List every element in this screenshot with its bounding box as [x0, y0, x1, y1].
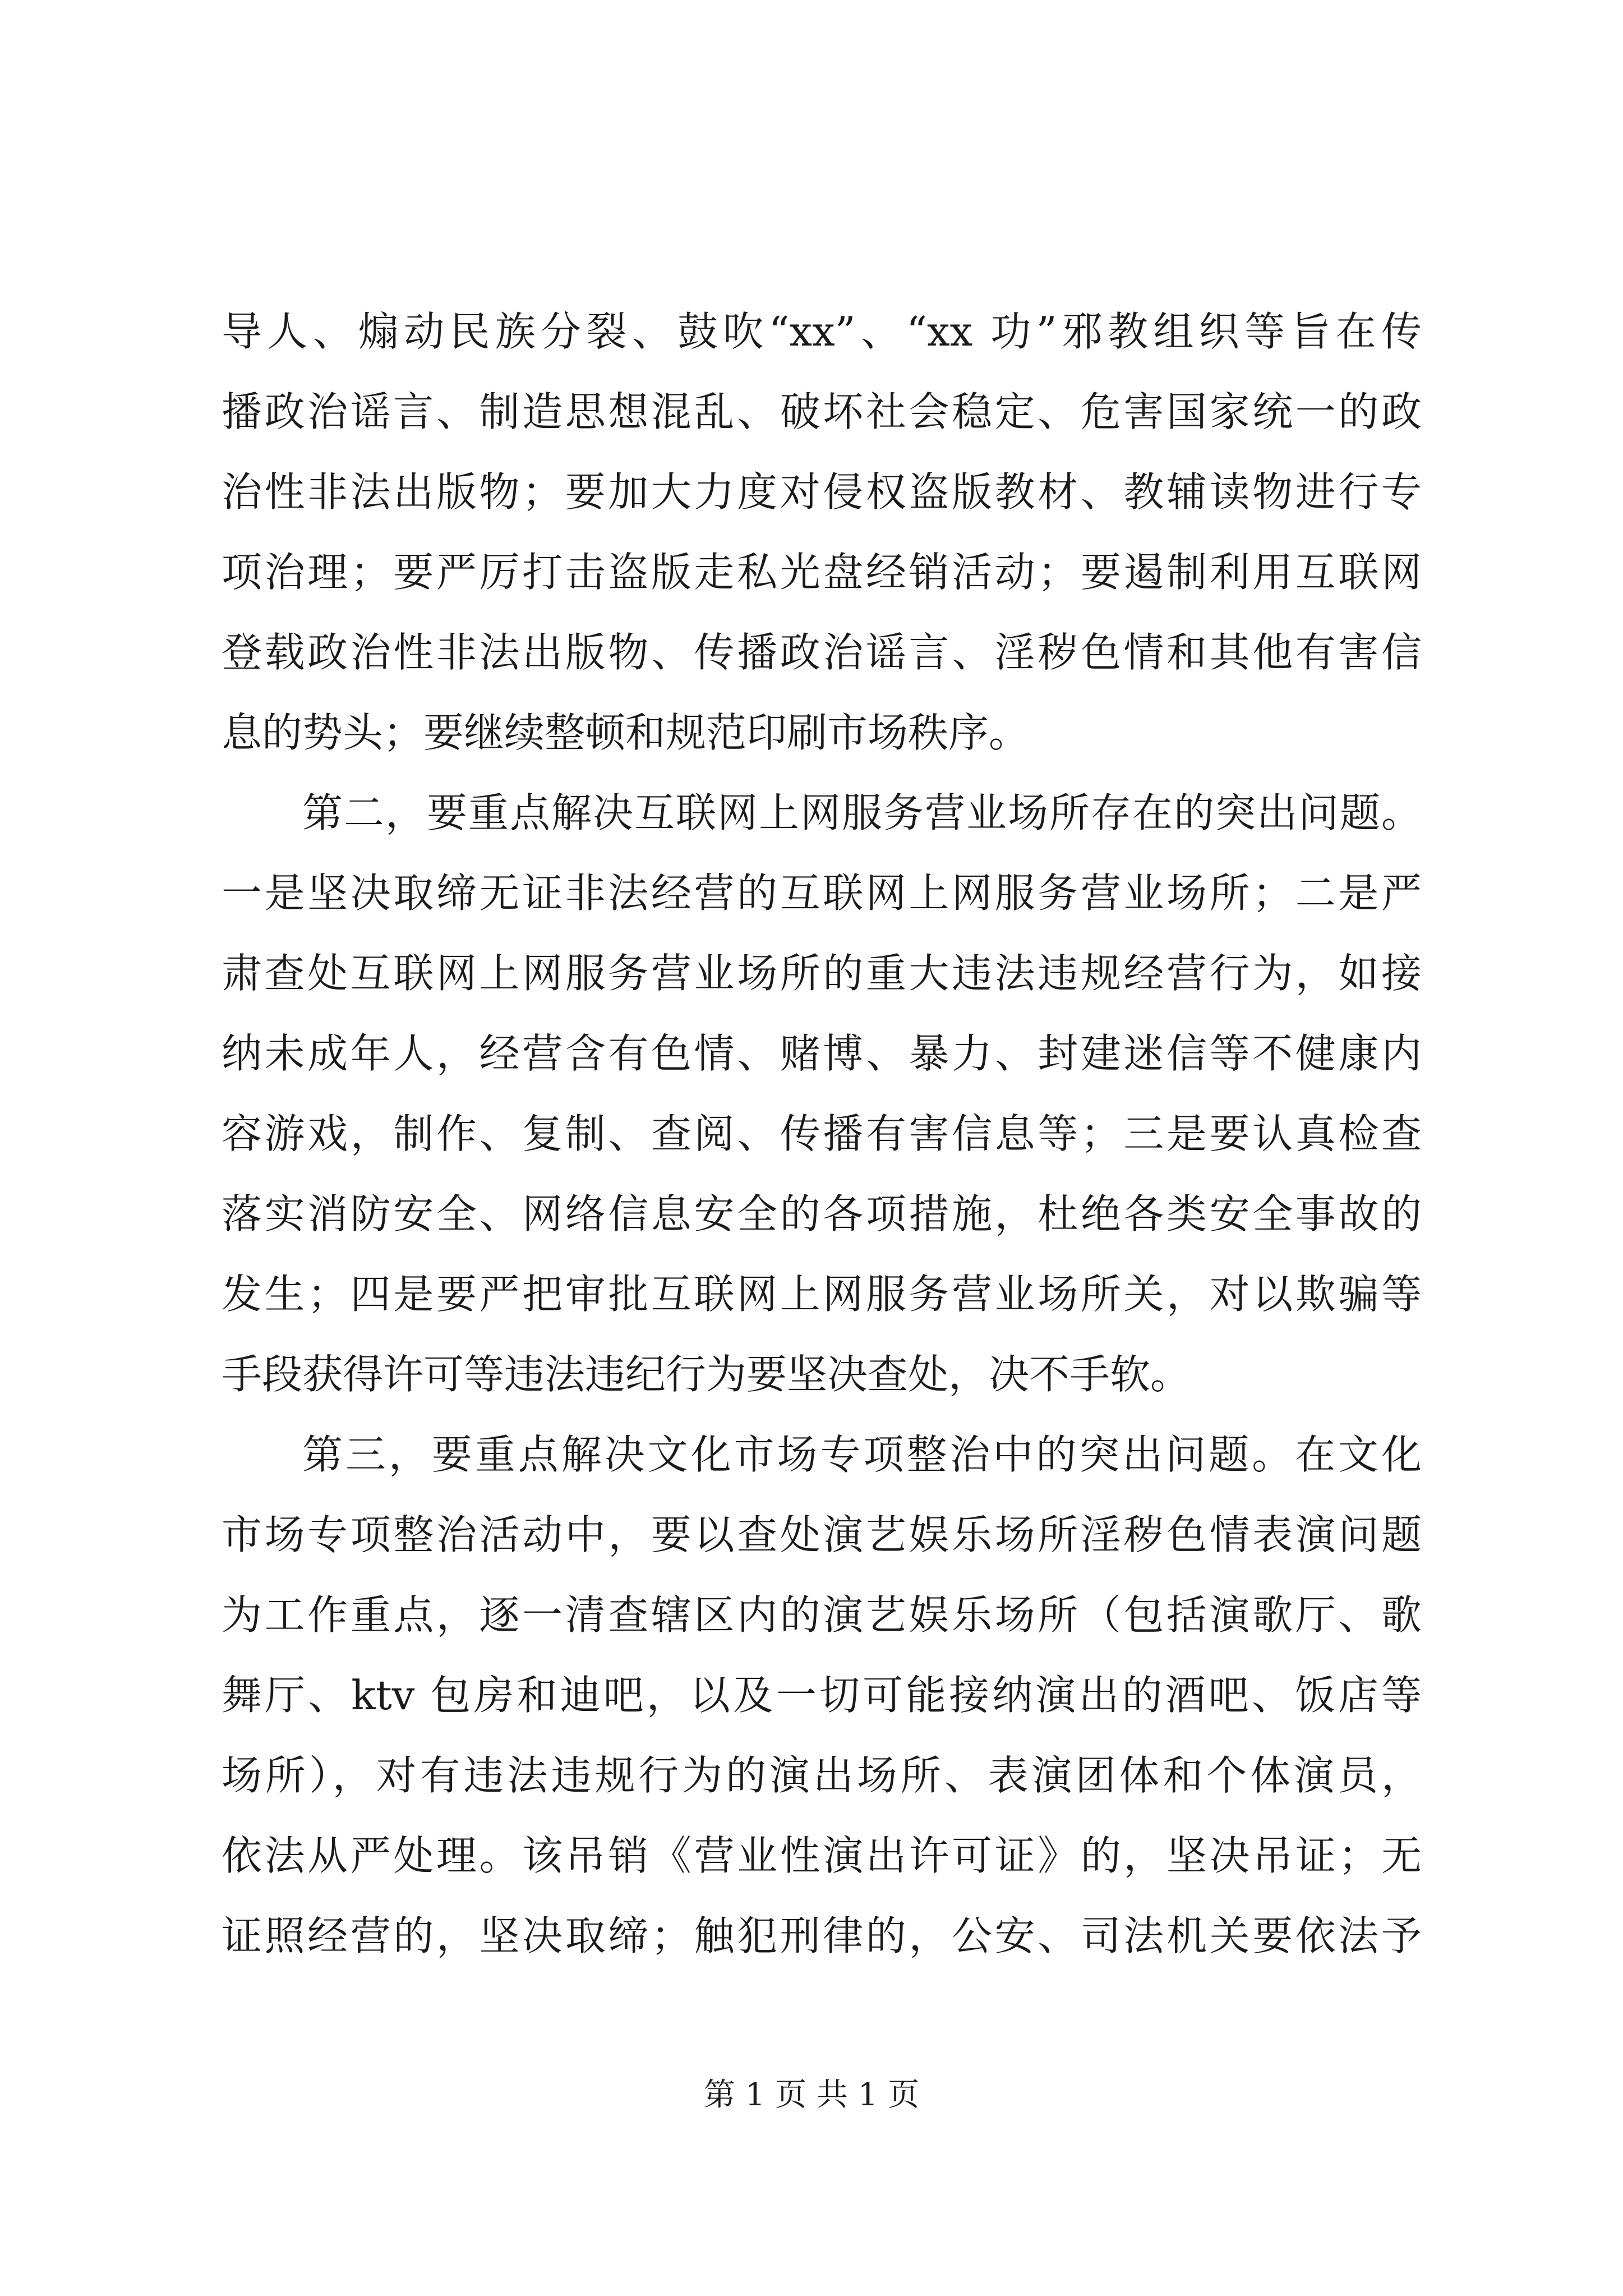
- text-line: 登载政治性非法出版物、传播政治谣言、淫秽色情和其他有害信: [222, 629, 1422, 676]
- text-line: 播政治谣言、制造思想混乱、破坏社会稳定、危害国家统一的政: [222, 388, 1422, 435]
- page-number-footer: 第 1 页 共 1 页: [703, 2077, 920, 2113]
- paragraph-1: [222, 292, 1422, 773]
- text-line: 发生；四是要严把审批互联网上网服务营业场所关，对以欺骗等: [222, 1271, 1422, 1318]
- paragraph-3: [222, 1415, 1422, 1976]
- text-line: 肃查处互联网上网服务营业场所的重大违法违规经营行为，如接: [222, 950, 1422, 997]
- text-line: 落实消防安全、网络信息安全的各项措施，杜绝各类安全事故的: [222, 1190, 1422, 1237]
- document-body: [222, 292, 1422, 1976]
- text-line: 第二，要重点解决互联网上网服务营业场所存在的突出问题。: [302, 789, 1422, 836]
- text-line: 息的势头；要继续整顿和规范印刷市场秩序。: [222, 709, 1030, 756]
- text-line: 一是坚决取缔无证非法经营的互联网上网服务营业场所；二是严: [222, 869, 1422, 917]
- text-line: 容游戏，制作、复制、查阅、传播有害信息等；三是要认真检查: [222, 1110, 1422, 1157]
- text-line: 场所），对有违法违规行为的演出场所、表演团体和个体演员，: [222, 1752, 1422, 1799]
- text-line: 纳未成年人，经营含有色情、赌博、暴力、封建迷信等不健康内: [222, 1030, 1422, 1077]
- text-line: 第三，要重点解决文化市场专项整治中的突出问题。在文化: [302, 1431, 1422, 1478]
- text-line: 市场专项整治活动中，要以查处演艺娱乐场所淫秽色情表演问题: [222, 1511, 1422, 1558]
- text-line: 导人、煽动民族分裂、鼓吹“xx”、“xx 功”邪教组织等旨在传: [222, 308, 1422, 355]
- text-line: 为工作重点，逐一清查辖区内的演艺娱乐场所（包括演歌厅、歌: [222, 1591, 1422, 1639]
- text-line: 手段获得许可等违法违纪行为要坚决查处，决不手软。: [222, 1351, 1191, 1398]
- text-line: 舞厅、ktv 包房和迪吧，以及一切可能接纳演出的酒吧、饭店等: [222, 1672, 1422, 1719]
- paragraph-2: [222, 773, 1422, 1415]
- text-line: 治性非法出版物；要加大力度对侵权盗版教材、教辅读物进行专: [222, 468, 1422, 516]
- text-line: 依法从严处理。该吊销《营业性演出许可证》的，坚决吊证；无: [222, 1832, 1422, 1879]
- text-line: 项治理；要严厉打击盗版走私光盘经销活动；要遏制利用互联网: [222, 549, 1422, 596]
- text-line: 证照经营的，坚决取缔；触犯刑律的，公安、司法机关要依法予: [222, 1912, 1422, 1959]
